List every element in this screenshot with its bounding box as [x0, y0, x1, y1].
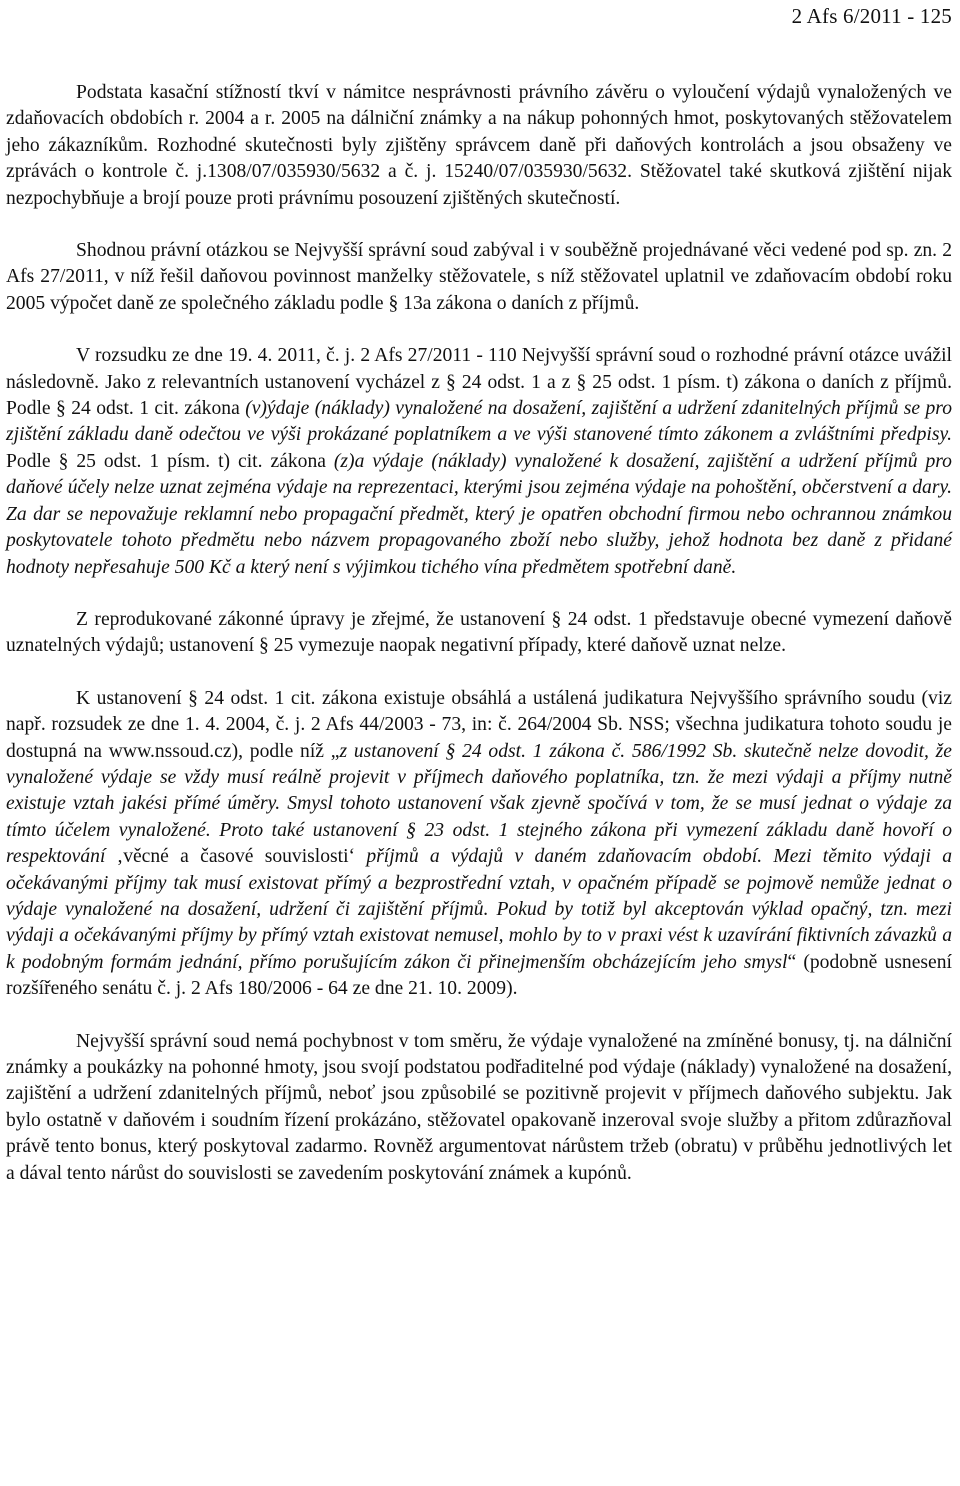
paragraph-5-quote-2: příjmů a výdajů v daném zdaňovacím období. Mezi těmito výdaji a očekávanými příjmy tak musí existovat přímý a bezprostřední vztah, v opačném případě se pojmově nemůže jednat o výdaje vynaložené na dosažení, udržení či zajištění příjmů. Pokud by totiž byl akceptován výklad opačný, tzn. mezi výdaji a očekávanými příjmy by přímý vztah existovat nemusel, mohlo by to v praxi vést k uzavírání fiktivních závazků a k podobným formám jednání, přímo porušujícím zákon či přinejmenším obcházejícím jeho smysl — [6, 846, 952, 973]
paragraph-1: Podstata kasační stížností tkví v námitce nesprávnosti právního závěru o vyloučení výdajů vynaložených ve zdaňovacích obdobích r. 2004 a r. 2005 na dálniční známky a na nákup pohonných hmot, poskytovaných stěžovatelem jeho zákazníkům. Rozhodné skutečnosti byly zjištěny správcem daně při daňových kontrolách a jsou obsaženy ve zprávách o kontrole č. j.1308/07/035930/5632 a č. j. 15240/07/035930/5632. Stěžovatel také skutková zjištění nijak nezpochybňuje a brojí pouze proti právnímu posouzení zjištěných skutečností. — [6, 82, 952, 209]
paragraph-5-text-2: ‚věcné a časové souvislosti‘ — [105, 846, 367, 868]
paragraph-5-text-3: “ (podobně usnesení rozšířeného senátu č. j. 2 Afs 180/2006 - 64 ze dne 21. 10. 2009). — [6, 951, 952, 1000]
paragraph-4: Z reprodukované zákonné úpravy je zřejmé, že ustanovení § 24 odst. 1 představuje obecné vymezení daňově uznatelných výdajů; ustanovení § 25 vymezuje naopak negativní případy, které daňově uznat nelze. — [6, 608, 952, 657]
document-body — [6, 80, 952, 1213]
paragraph-2: Shodnou právní otázkou se Nejvyšší správní soud zabýval i v souběžně projednávané věci vedené pod sp. zn. 2 Afs 27/2011, v níž řešil daňovou povinnost manželky stěžovatele, s níž stěžovatel uplatnil ve zdaňovacím období roku 2005 výpočet daně ze společného základu podle § 13a zákona o daních z příjmů. — [6, 240, 952, 314]
paragraph-5-quote-1: z ustanovení § 24 odst. 1 zákona č. 586/1992 Sb. skutečně nelze dovodit, že vynaložené výdaje se vždy musí reálně projevit v příjmech daňového poplatníka, tzn. že mezi výdaji a příjmy nutně existuje vztah jakési přímé úměry. Smysl tohoto ustanovení však zjevně spočívá v tom, že se musí jednat o výdaje za tímto účelem vynaložené. Proto také ustanovení § 23 odst. 1 stejného zákona při vymezení základu daně hovoří o respektování — [6, 740, 952, 868]
paragraph-5-text-1: K ustanovení § 24 odst. 1 cit. zákona existuje obsáhlá a ustálená judikatura Nejvyššího správního soudu (viz např. rozsudek ze dne 1. 4. 2004, č. j. 2 Afs 44/2003 - 73, in: č. 264/2004 Sb. NSS; všechna judikatura tohoto soudu je dostupná na www.nssoud.cz), podle níž „ — [6, 687, 952, 762]
paragraph-3-text-2: Podle § 25 odst. 1 písm. t) cit. zákona — [6, 450, 334, 472]
paragraph-3-text-1: V rozsudku ze dne 19. 4. 2011, č. j. 2 Afs 27/2011 - 110 Nejvyšší správní soud o rozhodné právní otázce uvážil následovně. Jako z relevantních ustanovení vycházel z § 24 odst. 1 a z § 25 odst. 1 písm. t) zákona o daních z příjmů. Podle § 24 odst. 1 cit. zákona — [6, 345, 952, 420]
paragraph-6: Nejvyšší správní soud nemá pochybnost v tom směru, že výdaje vynaložené na zmíněné bonusy, tj. na dálniční známky a poukázky na pohonné hmoty, jsou svojí podstatou podřaditelné pod výdaje (náklady) vynaložené na dosažení, zajištění a udržení zdanitelných příjmů, neboť jsou způsobilé se pozitivně projevit v příjmech daňového subjektu. Jak bylo ostatně v daňovém i soudním řízení prokázáno, stěžovatel opakovaně inzeroval svoje služby a přitom zdůrazňoval právě tento bonus, který poskytoval zadarmo. Rovněž argumentovat nárůstem tržeb (obratu) v průběhu jednotlivých let a dával tento nárůst do souvislosti se zavedením poskytování známek a kupónů. — [6, 1030, 952, 1184]
paragraph-3-quote-2: (z)a výdaje (náklady) vynaložené k dosažení, zajištění a udržení příjmů pro daňové účely nelze uznat zejména výdaje na reprezentaci, kterými jsou zejména výdaje na pohoštění, občerstvení a dary. Za dar se nepovažuje reklamní nebo propagační předmět, který je opatřen obchodní firmou nebo ochrannou známkou poskytovatele tohoto předmětu nebo názvem propagovaného zboží nebo služby, jehož hodnota bez daně z přidané hodnoty nepřesahuje 500 Kč a který není s výjimkou tichého vína předmětem spotřební daně. — [6, 450, 952, 578]
paragraph-5 — [6, 686, 952, 1003]
case-reference-header: 2 Afs 6/2011 - 125 — [791, 4, 952, 28]
paragraph-3 — [6, 343, 952, 581]
paragraph-3-quote-1: (v)ýdaje (náklady) vynaložené na dosažení, zajištění a udržení zdanitelných příjmů se pro zjištění základu daně odečtou ve výši prokázané poplatníkem a ve výši stanovené tímto zákonem a zvláštními předpisy. — [6, 398, 952, 446]
